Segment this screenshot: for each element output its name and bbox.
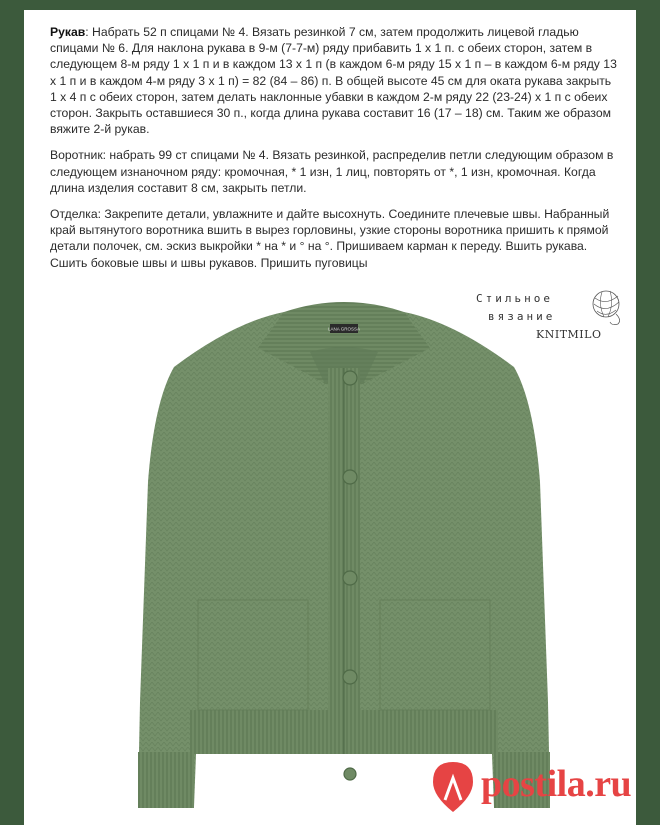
button-4 <box>343 670 357 684</box>
pattern-page <box>24 10 636 825</box>
button-5 <box>344 768 356 780</box>
sleeve-text: : Набрать 52 п спицами № 4. Вязать резинкой 7 см, затем продолжить лицевой гладью спицами № 6. Для наклона рукава в 9-м (7-7-м) ряду прибавить 1 х 1 п. с обеих сторон, затем в следующем 8-м ряду 1 х 1 п и в каждом 13 х 1 п (в каждом 6-м ряду 15 х 1 п – в каждом 6-м ряду 13 х 1 п и в каждом 4-м ряду 3 х 1 п) = 82 (84 – 86) п. В общей высоте 45 см для оката рукава закрыть 1 х 4 п с обеих сторон, затем делать наклонные убавки в каждом 2-м ряду 22 (23-24) х 1 п с обеих сторон. Закрыть оставшиеся 30 п., когда длина рукава составит 16 (17 – 18) см. Таким же образом вяжите 2-й рукав. <box>50 25 617 137</box>
garment-label-text: LANA GROSSA <box>327 326 361 332</box>
cardigan-photo <box>134 282 554 825</box>
logo-line-2: вязание <box>488 310 556 323</box>
collar-instructions: Воротник: набрать 99 ст спицами № 4. Вязать резинкой, распределив петли следующим образом в следующем изнаночном ряду: кромочная, * 1 изн, 1 лиц, повторять от *, 1 изн, кромочная. Когда длина изделия составит 8 см, закрыть петли. <box>50 148 614 195</box>
logo-line-3: KNITMILO <box>536 328 602 341</box>
sleeve-instructions <box>50 24 620 137</box>
logo-line-1: Стильное <box>476 292 553 305</box>
yarn-ball-icon <box>588 286 626 326</box>
button-2 <box>343 470 357 484</box>
instructions-text <box>50 24 620 281</box>
left-cuff <box>138 752 194 808</box>
watermark-text: postila.ru <box>481 763 632 805</box>
postila-watermark <box>429 758 636 816</box>
sleeve-heading: Рукав <box>50 25 86 39</box>
button-1 <box>343 371 357 385</box>
button-3 <box>343 571 357 585</box>
pin-icon <box>429 760 477 814</box>
finishing-instructions: Отделка: Закрепите детали, увлажните и дайте высохнуть. Соедините плечевые швы. Набранный край вытянутого воротника вшить в вырез горловины, узкие стороны воротника пришить к прямой детали полочек, см. эскиз выкройки * на * и ° на °. Пришиваем карман к переду. Вшить рукава. Сшить боковые швы и швы рукавов. Пришить пуговицы <box>50 207 610 270</box>
